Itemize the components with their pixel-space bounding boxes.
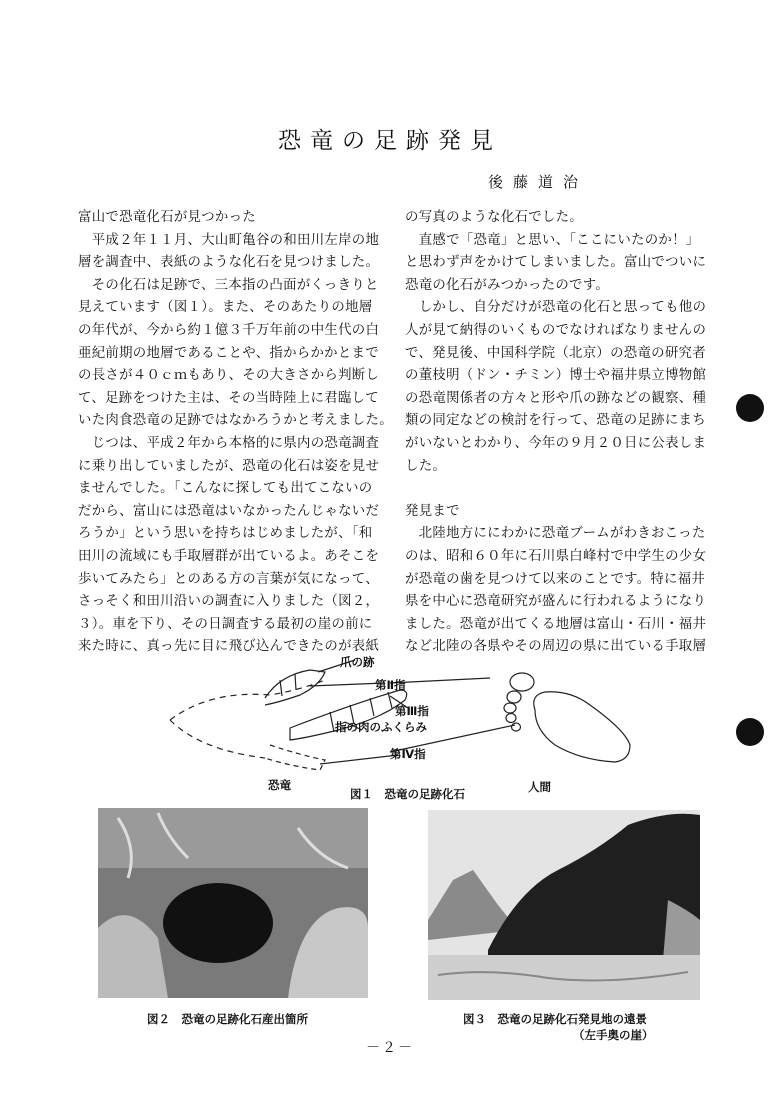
text-line: など北陸の各県やその周辺の県に出ている手取層 (405, 639, 707, 655)
label-human: 人間 (528, 780, 551, 794)
text-line: が恐竜の歯を見つけて以来のことです。特に福井 (405, 571, 706, 587)
text-line: の年代が、今から約１億３千万年前の中生代の白 (78, 322, 380, 338)
text-line: がいないとわかり、今年の９月２０日に公表しま (405, 435, 707, 451)
binder-hole-bottom (736, 718, 764, 746)
paragraph-gap (405, 478, 740, 501)
text-line: の写真のような化石でした。 (405, 210, 583, 225)
author-name: 後藤道治 (488, 173, 589, 191)
page-title: 恐竜の足跡発見 (278, 128, 502, 154)
text-line: ませんでした。「こんなに探しても出てこないの (78, 481, 373, 497)
text-line: のは、昭和６０年に石川県白峰村で中学生の少女 (405, 548, 707, 564)
right-column (405, 207, 740, 659)
binder-hole-top (736, 394, 764, 422)
section-heading: 発見まで (405, 503, 460, 519)
label-digit-3: 第Ⅲ指 (395, 704, 429, 718)
label-dinosaur: 恐竜 (268, 778, 291, 792)
text-line: 県を中心に恐竜研究が盛んに行われるようになり (405, 594, 707, 610)
text-line: 恐竜の化石がみつかったのです。 (405, 277, 610, 293)
section-heading: 富山で恐竜化石が見つかった (78, 210, 256, 225)
text-line: じつは、平成２年から本格的に県内の恐竜調査 (78, 435, 380, 451)
page-number: －２－ (366, 1040, 414, 1056)
text-line: いた肉食恐竜の足跡ではなかろうかと考えました。 (78, 413, 393, 429)
text-line: 類の同定などの検討を行って、恐竜の足跡にまち (405, 413, 706, 429)
text-line: ろうか」という思いを持ちはじめましたが、「和 (78, 526, 373, 542)
figure-1-caption: 図１ 恐竜の足跡化石 (350, 787, 465, 801)
text-line: に乗り出していましたが、恐竜の化石は姿を見せ (78, 458, 380, 474)
text-line: の長さが４０ｃｍもあり、その大きさから判断し (78, 368, 380, 384)
figure-3-caption: 図３ 恐竜の足跡化石発見地の遠景 (463, 1012, 647, 1026)
text-line: の恐竜関係者の方々と形や爪の跡などの観察、種 (405, 390, 707, 406)
text-line: と思わず声をかけてしまいました。富山でついに (405, 255, 707, 271)
text-line: 層を調査中、表紙のような化石を見つけました。 (78, 255, 380, 271)
text-line: ました。恐竜が出てくる地層は富山・石川・福井 (405, 616, 707, 632)
text-line: 見えています（図１）。また、そのあたりの地層 (78, 300, 373, 316)
text-line: その化石は足跡で、三本指の凸面がくっきりと (78, 277, 379, 293)
label-digit-4: 第Ⅳ指 (390, 747, 426, 761)
figure-2-photo (98, 808, 368, 998)
label-toe-pad: 指の肉のふくらみ (335, 720, 427, 734)
text-line: した。 (405, 458, 447, 474)
figure-3-photo (428, 810, 700, 1000)
text-line: だから、富山には恐竜はいなかったんじゃないだ (78, 503, 380, 519)
text-line: 人が見て納得のいくものでなければなりませんの (405, 322, 707, 338)
text-line: 田川の流域にも手取層群が出ているよ。あそこを (78, 548, 380, 564)
left-column (78, 207, 413, 659)
text-line: の董枝明（ドン・チミン）博士や福井県立博物館 (405, 368, 707, 384)
text-line: 平成２年１１月、大山町亀谷の和田川左岸の地 (78, 232, 380, 248)
text-line: しかし、自分だけが恐竜の化石と思っても他の (405, 300, 707, 316)
text-line: 北陸地方ににわかに恐竜ブームがわきおこった (405, 526, 706, 542)
label-digit-2: 第Ⅱ指 (375, 678, 406, 692)
text-line: で、発見後、中国科学院（北京）の恐竜の研究者 (405, 345, 706, 361)
text-line: 直感で「恐竜」と思い、「ここにいたのか！」 (405, 232, 700, 248)
text-line: 歩いてみたら」とのある方の言葉が気になって、 (78, 571, 379, 587)
text-line: さっそく和田川沿いの調査に入りました（図２， (78, 594, 380, 610)
text-line: 来た時に、真っ先に目に飛び込んできたのが表紙 (78, 639, 380, 655)
figure-3-subcaption: （左手奥の崖） (573, 1028, 654, 1042)
text-line: て、足跡をつけた主は、その当時陸上に君臨して (78, 390, 379, 406)
text-line: ３）。車を下り、その日調査する最初の崖の前に (78, 616, 373, 632)
text-line: 亜紀前期の地層であることや、指からかかとまで (78, 345, 379, 361)
figure-2-caption: 図２ 恐竜の足跡化石産出箇所 (147, 1012, 308, 1026)
label-claw-mark: 爪の跡 (340, 655, 375, 669)
